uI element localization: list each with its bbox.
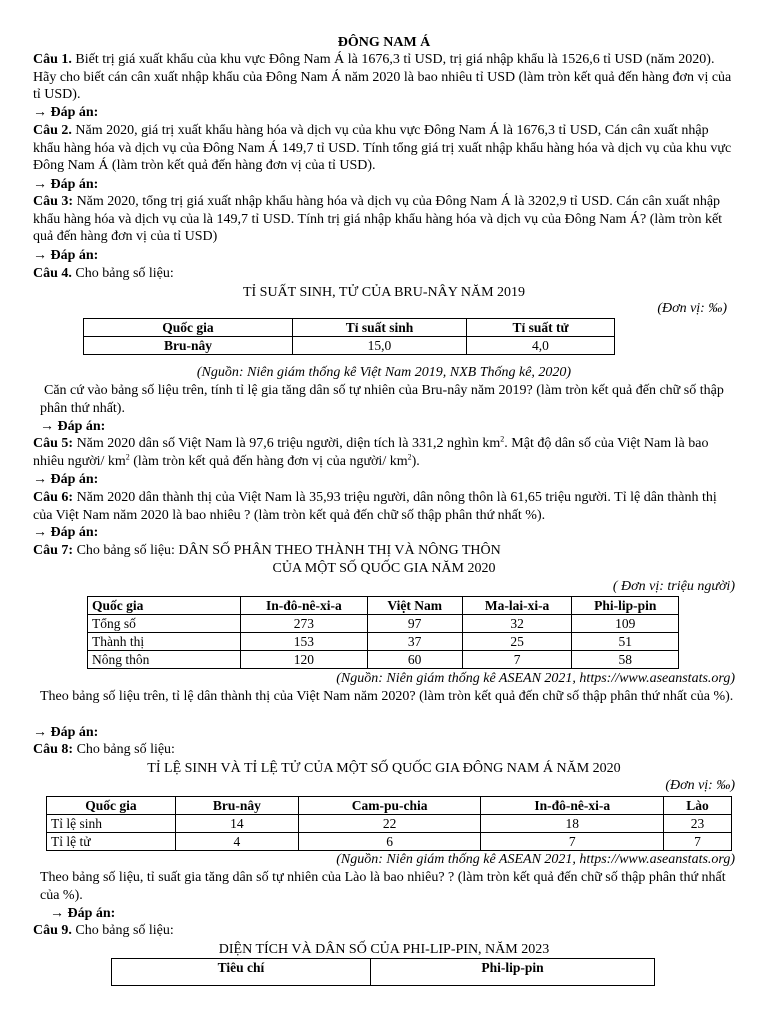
table-cell: 273 xyxy=(241,615,368,633)
superscript: 2 xyxy=(407,452,412,462)
table-cell: 7 xyxy=(481,833,664,851)
table-title: TỈ LỆ SINH VÀ TỈ LỆ TỬ CỦA MỘT SỐ QUỐC GIA ĐÔNG NAM Á NĂM 2020 xyxy=(147,761,621,776)
table-cell: 18 xyxy=(481,815,664,833)
question-label: Câu 9. xyxy=(33,923,72,938)
table-source: (Nguồn: Niên giám thống kê ASEAN 2021, https://www.aseanstats.org) xyxy=(336,852,735,867)
header-cell: Tỉ suất tử xyxy=(466,319,614,337)
table-cell: Tỉ lệ sinh xyxy=(47,815,176,833)
table-cell: 51 xyxy=(572,633,679,651)
table-cell: 7 xyxy=(664,833,732,851)
table-header-row xyxy=(112,959,655,986)
header-cell: In-đô-nê-xi-a xyxy=(481,797,664,815)
answer-label: Đáp án: xyxy=(50,525,99,540)
question-text: Năm 2020 dân thành thị của Việt Nam là 35,93 triệu người, dân nông thôn là 61,65 triệu người. Tỉ lệ dân thành thị của Việt Nam năm 2020 là bao nhiêu ? (làm tròn kết quả đến chữ số thập phân thứ nhất %). xyxy=(33,490,717,523)
answer-label: Đáp án: xyxy=(50,725,99,740)
header-cell: Cam-pu-chia xyxy=(298,797,481,815)
table-cell: 109 xyxy=(572,615,679,633)
answer-label: Đáp án: xyxy=(67,906,116,921)
arrow-icon: → xyxy=(40,419,54,434)
answer-7 xyxy=(33,724,735,742)
question-7-text: Theo bảng số liệu trên, tỉ lệ dân thành thị của Việt Nam năm 2020? (làm tròn kết quả đến chữ số thập phân thứ nhất của %). xyxy=(40,689,734,704)
answer-1 xyxy=(33,104,735,122)
birth-death-rates-table xyxy=(46,796,732,851)
table-header-row xyxy=(84,319,615,337)
question-text: Năm 2020 dân số Việt Nam là 97,6 triệu người, diện tích là 331,2 nghìn km xyxy=(76,436,501,451)
table-row xyxy=(88,615,679,633)
header-cell: Quốc gia xyxy=(84,319,293,337)
question-2 xyxy=(33,122,735,175)
arrow-icon: → xyxy=(33,105,47,120)
arrow-icon: → xyxy=(33,525,47,540)
table-cell: 120 xyxy=(241,651,368,669)
table-cell: 97 xyxy=(367,615,462,633)
header-cell: Tiêu chí xyxy=(112,959,371,986)
table-source: (Nguồn: Niên giám thống kê ASEAN 2021, https://www.aseanstats.org) xyxy=(336,671,735,686)
table-cell: 7 xyxy=(462,651,572,669)
table-cell: 25 xyxy=(462,633,572,651)
question-8-text: Theo bảng số liệu, tỉ suất gia tăng dân số tự nhiên của Lào là bao nhiêu? ? (làm tròn kết quả đến chữ số thập phân thứ nhất của %). xyxy=(40,870,726,903)
table-cell: 153 xyxy=(241,633,368,651)
answer-4 xyxy=(40,418,742,436)
answer-2 xyxy=(33,176,735,194)
header-cell: Tỉ suất sinh xyxy=(293,319,467,337)
header-cell: Bru-nây xyxy=(176,797,299,815)
table-title: DIỆN TÍCH VÀ DÂN SỐ CỦA PHI-LIP-PIN, NĂM 2023 xyxy=(218,942,550,957)
question-4 xyxy=(33,265,735,283)
table-cell: 4,0 xyxy=(466,337,614,355)
arrow-icon: → xyxy=(33,472,47,487)
table-row xyxy=(84,337,615,355)
arrow-icon: → xyxy=(33,177,47,192)
header-cell: Việt Nam xyxy=(367,597,462,615)
header-cell: Lào xyxy=(664,797,732,815)
superscript: 2 xyxy=(500,434,505,444)
philippines-area-population-table xyxy=(111,958,655,986)
question-label: Câu 4. xyxy=(33,266,72,281)
table-cell: 22 xyxy=(298,815,481,833)
answer-label: Đáp án: xyxy=(50,105,99,120)
question-6 xyxy=(33,489,735,524)
table-unit: ( Đơn vị: triệu người) xyxy=(612,579,735,594)
question-label: Câu 1. xyxy=(33,52,72,67)
table-row xyxy=(88,651,679,669)
question-7 xyxy=(33,542,735,560)
question-text: Năm 2020, giá trị xuất khẩu hàng hóa và dịch vụ của khu vực Đông Nam Á là 1676,3 tỉ USD, Cán cân xuất nhập khẩu hàng hóa và dịch vụ của Đông Nam Á 149,7 tỉ USD. Tính tổng giá trị xuất nhập khẩu hàng hóa và dịch vụ của khu vực Đông Nam Á (làm tròn kết quả đến hàng đơn vị của tỉ USD). xyxy=(33,123,732,174)
answer-6 xyxy=(33,524,735,542)
answer-label: Đáp án: xyxy=(50,248,99,263)
table-cell: 58 xyxy=(572,651,679,669)
table-unit: (Đơn vị: ‰) xyxy=(665,778,735,793)
question-intro: Cho bảng số liệu: xyxy=(76,742,175,757)
answer-label: Đáp án: xyxy=(50,177,99,192)
table-title: CỦA MỘT SỐ QUỐC GIA NĂM 2020 xyxy=(272,561,496,576)
arrow-icon: → xyxy=(33,248,47,263)
table-header-row xyxy=(88,597,679,615)
question-text: . Mật độ dân số của Việt Nam là bao nhiêu người/ km xyxy=(33,436,709,469)
urban-rural-population-table xyxy=(87,596,679,669)
table-unit: (Đơn vị: ‰) xyxy=(657,301,727,316)
question-label: Câu 5: xyxy=(33,436,74,451)
question-9 xyxy=(33,922,735,940)
table-row xyxy=(47,815,732,833)
question-label: Câu 2. xyxy=(33,123,72,138)
question-label: Câu 8: xyxy=(33,742,74,757)
table-cell: 4 xyxy=(176,833,299,851)
question-label: Câu 6: xyxy=(33,490,74,505)
table-header-row xyxy=(47,797,732,815)
table-cell: Thành thị xyxy=(88,633,241,651)
table-cell: Nông thôn xyxy=(88,651,241,669)
question-1 xyxy=(33,51,735,104)
question-intro: Cho bảng số liệu: xyxy=(75,266,174,281)
table-cell: Tỉ lệ tử xyxy=(47,833,176,851)
arrow-icon: → xyxy=(50,906,64,921)
answer-8 xyxy=(50,905,752,923)
brunei-birth-death-table xyxy=(83,318,615,355)
question-text: (làm tròn kết quả đến hàng đơn vị của người/ km xyxy=(129,453,408,469)
table-cell: 14 xyxy=(176,815,299,833)
question-text: ). xyxy=(411,453,420,469)
table-title: TỈ SUẤT SINH, TỬ CỦA BRU-NÂY NĂM 2019 xyxy=(242,285,526,300)
table-row xyxy=(88,633,679,651)
question-text: Năm 2020, tổng trị giá xuất nhập khẩu hàng hóa và dịch vụ của Đông Nam Á là 3202,9 tỉ USD. Cán cân xuất nhập khẩu hàng hóa và dịch vụ của là 149,7 tỉ USD. Tính trị giá nhập khẩu hàng hóa và dịch vụ của Đông Nam Á? (làm tròn kết quả đến hàng đơn vị của tỉ USD) xyxy=(33,194,723,245)
header-cell: Ma-lai-xi-a xyxy=(462,597,572,615)
table-cell: Bru-nây xyxy=(84,337,293,355)
table-cell: 37 xyxy=(367,633,462,651)
table-cell: 6 xyxy=(298,833,481,851)
question-intro: Cho bảng số liệu: DÂN SỐ PHÂN THEO THÀNH THỊ VÀ NÔNG THÔN xyxy=(76,543,501,558)
answer-label: Đáp án: xyxy=(57,419,106,434)
header-cell: Phi-lip-pin xyxy=(371,959,655,986)
question-3 xyxy=(33,193,735,246)
question-label: Câu 7: xyxy=(33,543,74,558)
table-cell: 23 xyxy=(664,815,732,833)
answer-3 xyxy=(33,247,735,265)
table-cell: Tổng số xyxy=(88,615,241,633)
question-intro: Cho bảng số liệu: xyxy=(75,923,174,938)
answer-5 xyxy=(33,471,735,489)
header-cell: In-đô-nê-xi-a xyxy=(241,597,368,615)
header-cell: Quốc gia xyxy=(88,597,241,615)
table-cell: 60 xyxy=(367,651,462,669)
header-cell: Quốc gia xyxy=(47,797,176,815)
question-label: Câu 3: xyxy=(33,194,74,209)
table-row xyxy=(47,833,732,851)
arrow-icon: → xyxy=(33,725,47,740)
question-4-text: Căn cứ vào bảng số liệu trên, tính tỉ lệ gia tăng dân số tự nhiên của Bru-nây năm 2019? (làm tròn kết quả đến chữ số thập phân thứ nhất). xyxy=(40,383,724,416)
question-text: Biết trị giá xuất khẩu của khu vực Đông Nam Á là 1676,3 tỉ USD, trị giá nhập khẩu là 1526,6 tỉ USD (năm 2020). Hãy cho biết cán cân xuất nhập khẩu của Đông Nam Á năm 2020 là bao nhiêu tỉ USD (làm tròn kết quả đến hàng đơn vị của tỉ USD). xyxy=(33,52,732,103)
superscript: 2 xyxy=(125,452,130,462)
table-source: (Nguồn: Niên giám thống kê Việt Nam 2019, NXB Thống kê, 2020) xyxy=(196,365,572,380)
header-cell: Phi-lip-pin xyxy=(572,597,679,615)
answer-label: Đáp án: xyxy=(50,472,99,487)
table-cell: 15,0 xyxy=(293,337,467,355)
table-cell: 32 xyxy=(462,615,572,633)
question-8 xyxy=(33,741,735,759)
document-title: ĐÔNG NAM Á xyxy=(337,35,431,50)
question-5 xyxy=(33,435,735,470)
